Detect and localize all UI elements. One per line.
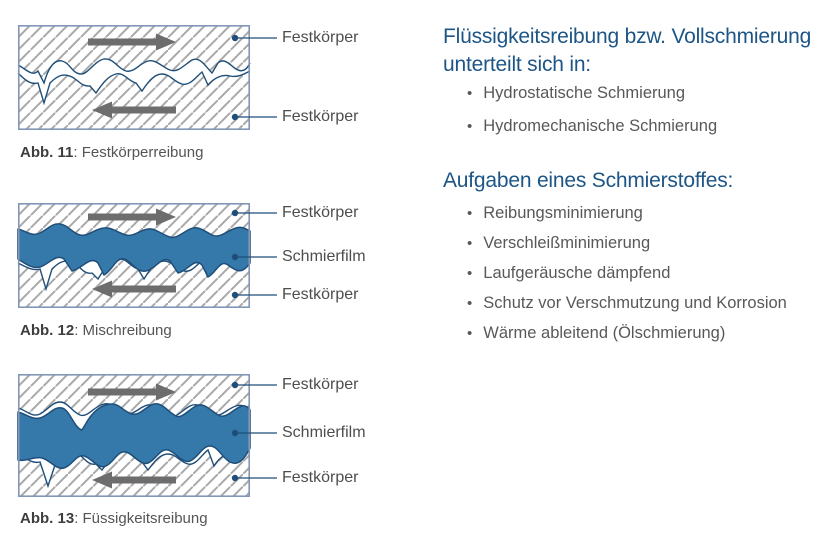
bullet-item: [443, 228, 787, 258]
bullet-icon: •: [467, 234, 473, 252]
figure-part-label: Festkörper: [282, 204, 359, 221]
caption-number: Abb. 12: [20, 322, 75, 339]
figure-part-label: Schmierfilm: [282, 424, 366, 441]
figure-part-label: Schmierfilm: [282, 248, 366, 265]
bullet-icon: •: [467, 264, 473, 282]
section-heading-aufgaben: Aufgaben eines Schmierstoffes:: [443, 169, 734, 192]
label-dot: [232, 475, 238, 481]
label-dot: [232, 430, 238, 436]
diagram-festkoerperreibung: [18, 25, 278, 130]
bullet-icon: •: [467, 85, 473, 102]
figure-part-label: Festkörper: [282, 286, 359, 303]
label-dot: [232, 382, 238, 388]
label-dot: [232, 210, 238, 216]
bullet-text: Wärme ableitend (Ölschmierung): [483, 323, 726, 342]
bullet-icon: •: [467, 324, 473, 342]
caption-number: Abb. 13: [20, 510, 75, 527]
bullet-text: Verschleißminimierung: [483, 233, 651, 252]
figure-abb-11: [18, 25, 418, 161]
section-heading-vollschmierung: Flüssigkeitsreibung bzw. Vollschmierung unterteilt sich in:: [443, 25, 812, 76]
caption-title: : Füssigkeitsreibung: [74, 510, 208, 527]
diagram-mischreibung: [18, 203, 278, 308]
bullet-item: [443, 198, 787, 228]
figure-part-label: Festkörper: [282, 29, 359, 46]
bullet-text: Reibungsminimierung: [483, 203, 643, 222]
bullet-item: [443, 110, 717, 143]
diagram-fluessigkeitsreibung: [18, 374, 278, 497]
figure-caption: [20, 322, 172, 339]
figure-part-label: Festkörper: [282, 469, 359, 486]
bullet-icon: •: [467, 204, 473, 222]
label-dot: [232, 35, 238, 41]
figure-part-label: Festkörper: [282, 108, 359, 125]
figure-caption: [20, 510, 208, 527]
bullet-item: [443, 318, 787, 348]
bullet-text: Hydrostatische Schmierung: [483, 84, 686, 102]
caption-title: : Festkörperreibung: [73, 144, 204, 161]
bullet-text: Hydromechanische Schmierung: [483, 117, 718, 135]
bullet-item: [443, 77, 717, 110]
bullet-text: Schutz vor Verschmutzung und Korrosion: [483, 293, 787, 312]
figure-abb-13: [18, 374, 418, 527]
label-dot: [232, 114, 238, 120]
bullet-item: [443, 258, 787, 288]
bullet-list-schmierung: [443, 77, 717, 143]
upper-solid-body: [18, 25, 250, 83]
caption-number: Abb. 11: [20, 144, 74, 161]
figure-part-label: Festkörper: [282, 376, 359, 393]
bullet-text: Laufgeräusche dämpfend: [483, 263, 671, 282]
label-dot: [232, 254, 238, 260]
figure-caption: [20, 144, 203, 161]
bullet-icon: •: [467, 118, 473, 135]
bullet-icon: •: [467, 294, 473, 312]
label-dot: [232, 292, 238, 298]
figure-abb-12: [18, 203, 418, 339]
bullet-list-aufgaben: [443, 198, 787, 348]
caption-title: : Mischreibung: [74, 322, 172, 339]
bullet-item: [443, 288, 787, 318]
